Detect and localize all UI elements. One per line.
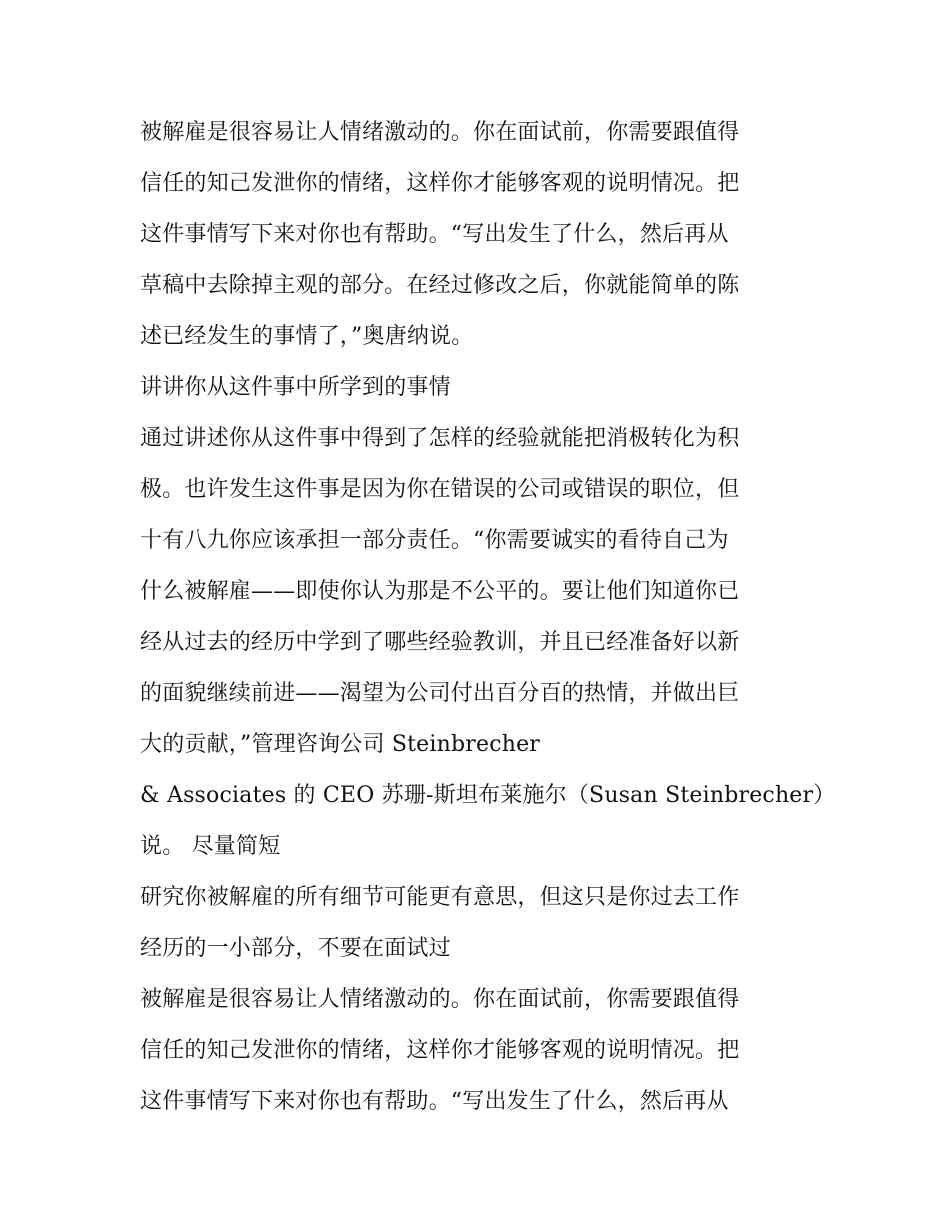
text-line: 这件事情写下来对你也有帮助。“写出发生了什么，然后再从 xyxy=(140,222,729,247)
text-line: 什么被解雇——即使你认为那是不公平的。要让他们知道你已 xyxy=(140,579,740,604)
text-line: 草稿中去除掉主观的部分。在经过修改之后，你就能简单的陈 xyxy=(140,273,740,298)
text-line: 被解雇是很容易让人情绪激动的。你在面试前，你需要跟值得 xyxy=(140,987,740,1012)
text-line: 十有八九你应该承担一部分责任。“你需要诚实的看待自己为 xyxy=(140,528,729,553)
text-line: 述已经发生的事情了，”奥唐纳说。 xyxy=(140,324,474,349)
text-line: 通过讲述你从这件事中得到了怎样的经验就能把消极转化为积 xyxy=(140,426,740,451)
text-line: 极。也许发生这件事是因为你在错误的公司或错误的职位，但 xyxy=(140,477,740,502)
document-body xyxy=(140,107,836,1127)
text-line: 大的贡献，”管理咨询公司 Steinbrecher xyxy=(140,732,541,757)
text-line: 这件事情写下来对你也有帮助。“写出发生了什么，然后再从 xyxy=(140,1089,729,1114)
text-line: & Associates 的 CEO 苏珊-斯坦布莱施尔（Susan Steinbrecher） xyxy=(140,783,836,808)
text-line: 研究你被解雇的所有细节可能更有意思，但这只是你过去工作 xyxy=(140,885,740,910)
text-line: 经历的一小部分，不要在面试过 xyxy=(140,936,451,961)
text-line: 信任的知己发泄你的情绪，这样你才能够客观的说明情况。把 xyxy=(140,1038,740,1063)
text-line: 的面貌继续前进——渴望为公司付出百分百的热情，并做出巨 xyxy=(140,681,740,706)
text-line: 经从过去的经历中学到了哪些经验教训，并且已经准备好以新 xyxy=(140,630,740,655)
text-line: 说。 尽量简短 xyxy=(140,834,281,859)
section-heading: 讲讲你从这件事中所学到的事情 xyxy=(140,375,451,400)
text-line: 被解雇是很容易让人情绪激动的。你在面试前，你需要跟值得 xyxy=(140,120,740,145)
text-line: 信任的知己发泄你的情绪，这样你才能够客观的说明情况。把 xyxy=(140,171,740,196)
